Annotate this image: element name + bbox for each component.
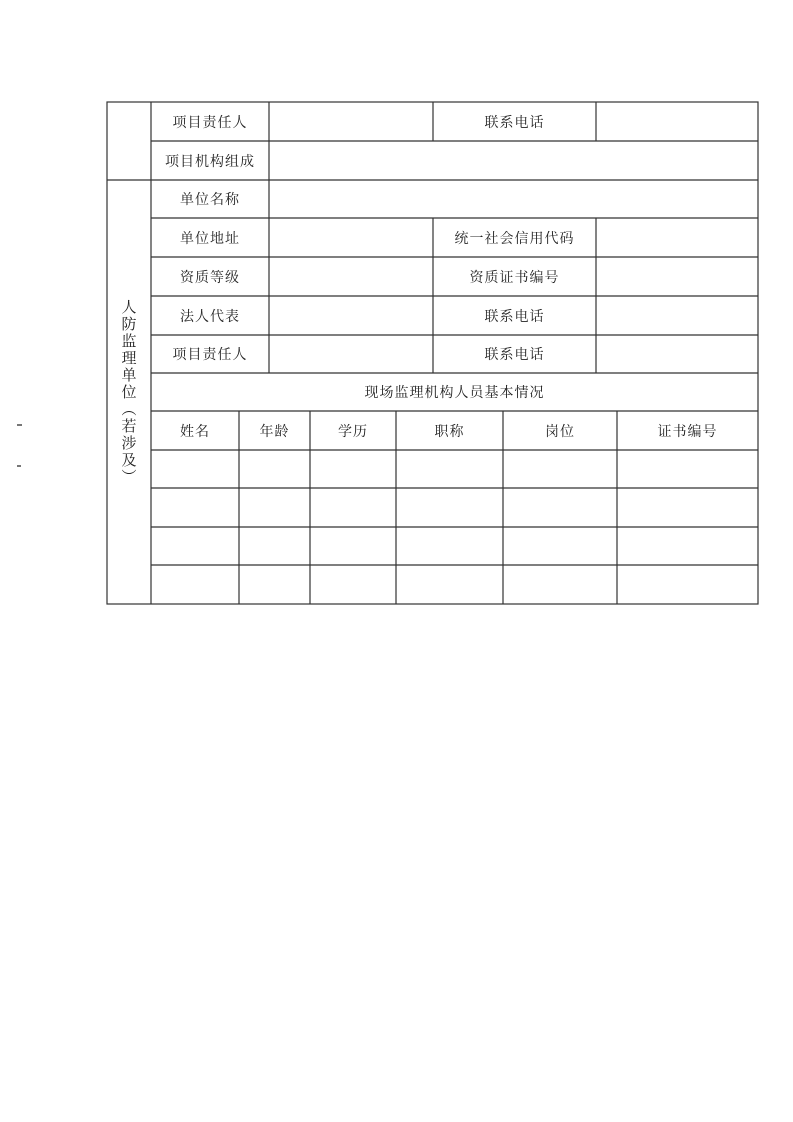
column-header-education: 学历 — [338, 423, 368, 440]
scan-mark — [17, 465, 21, 467]
column-header-position: 岗位 — [545, 423, 575, 440]
section-label-civil-defense: 人防监理单位（若涉及） — [119, 298, 138, 486]
unit-leader-phone-label: 联系电话 — [484, 347, 545, 363]
legal-rep-label: 法人代表 — [180, 308, 240, 325]
scan-mark — [17, 424, 22, 426]
contact-phone-label: 联系电话 — [484, 114, 545, 131]
legal-rep-phone-label: 联系电话 — [484, 308, 545, 325]
unit-project-leader-label: 项目责任人 — [172, 347, 248, 363]
qualification-cert-label: 资质证书编号 — [469, 269, 560, 286]
column-header-age: 年龄 — [259, 423, 290, 440]
column-header-name: 姓名 — [180, 423, 210, 440]
unit-name-label: 单位名称 — [180, 192, 240, 208]
column-header-title: 职称 — [434, 423, 465, 440]
column-header-cert-number: 证书编号 — [657, 423, 718, 440]
staff-table-title: 现场监理机构人员基本情况 — [364, 385, 545, 401]
credit-code-label: 统一社会信用代码 — [454, 230, 575, 247]
project-org-label: 项目机构组成 — [165, 153, 255, 170]
project-leader-label: 项目责任人 — [172, 114, 248, 131]
unit-address-label: 单位地址 — [180, 230, 240, 247]
qualification-grade-label: 资质等级 — [180, 269, 240, 286]
